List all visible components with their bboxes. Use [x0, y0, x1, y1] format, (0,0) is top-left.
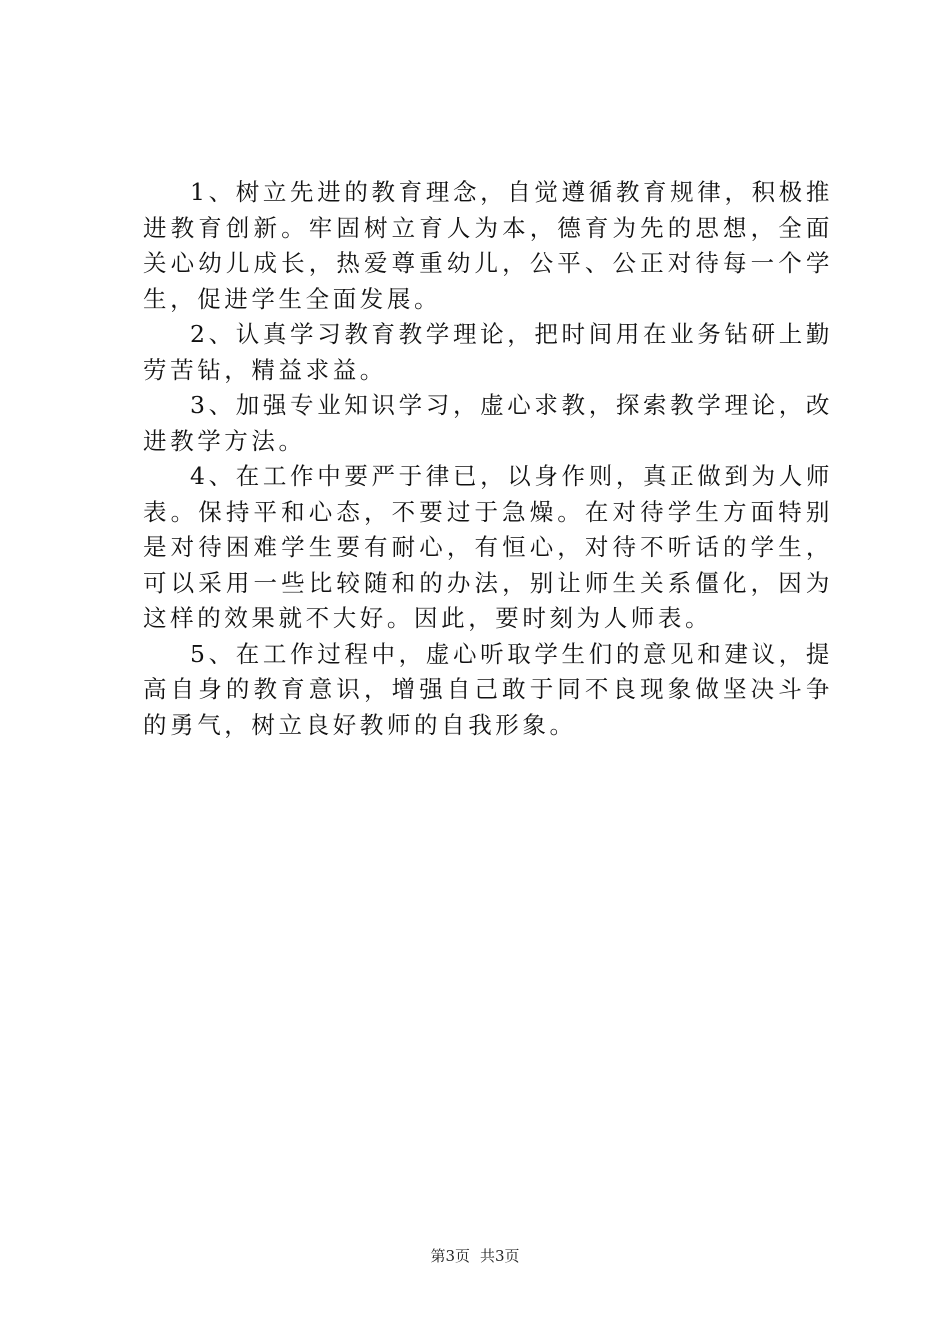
page-number-current: 第3页 [430, 1247, 470, 1265]
page-number-total: 共3页 [480, 1247, 520, 1265]
page-footer [0, 1246, 950, 1266]
paragraph-1: 1、树立先进的教育理念，自觉遵循教育规律，积极推进教育创新。牢固树立育人为本，德育为先的思想，全面关心幼儿成长，热爱尊重幼儿，公平、公正对待每一个学生，促进学生全面发展。 [143, 178, 833, 313]
paragraph-3: 3、加强专业知识学习，虚心求教，探索教学理论，改进教学方法。 [143, 391, 833, 455]
paragraph-5: 5、在工作过程中，虚心听取学生们的意见和建议，提高自身的教育意识，增强自己敢于同不良现象做坚决斗争的勇气，树立良好教师的自我形象。 [143, 639, 833, 739]
paragraph-4: 4、在工作中要严于律已，以身作则，真正做到为人师表。保持平和心态，不要过于急燥。在对待学生方面特别是对待困难学生要有耐心，有恒心，对待不听话的学生，可以采用一些比较随和的办法，别让师生关系僵化，因为这样的效果就不大好。因此，要时刻为人师表。 [143, 462, 833, 632]
paragraph-2: 2、认真学习教育教学理论，把时间用在业务钻研上勤劳苦钻，精益求益。 [143, 320, 833, 384]
document-body [143, 175, 833, 743]
